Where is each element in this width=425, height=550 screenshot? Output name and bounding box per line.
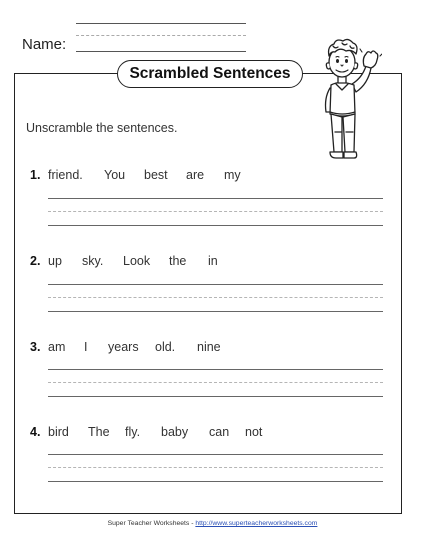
answer-guide-line bbox=[48, 297, 383, 298]
name-write-line[interactable] bbox=[76, 51, 246, 52]
scrambled-word: friend. bbox=[48, 168, 83, 182]
scrambled-word: best bbox=[144, 168, 168, 182]
scrambled-word: bird bbox=[48, 425, 69, 439]
scrambled-word: are bbox=[186, 168, 205, 182]
answer-base-line[interactable] bbox=[48, 481, 383, 482]
name-mid-guide-line bbox=[76, 35, 246, 36]
question-number: 1. bbox=[30, 168, 41, 182]
footer-text: Super Teacher Worksheets - bbox=[107, 520, 196, 527]
answer-top-line[interactable] bbox=[48, 284, 383, 285]
scrambled-word: fly. bbox=[125, 425, 141, 439]
scrambled-word: years bbox=[108, 340, 139, 354]
answer-top-line[interactable] bbox=[48, 369, 383, 370]
scrambled-word: sky. bbox=[82, 254, 104, 268]
waving-boy-illustration bbox=[300, 32, 382, 162]
scrambled-word: The bbox=[88, 425, 110, 439]
answer-base-line[interactable] bbox=[48, 396, 383, 397]
scrambled-word: in bbox=[208, 254, 218, 268]
footer-link[interactable]: http://www.superteacherworksheets.com bbox=[195, 520, 318, 527]
answer-guide-line bbox=[48, 467, 383, 468]
question-number: 4. bbox=[30, 425, 41, 439]
scrambled-word: You bbox=[104, 168, 126, 182]
answer-top-line[interactable] bbox=[48, 198, 383, 199]
scrambled-word: I bbox=[84, 340, 88, 354]
name-label: Name: bbox=[22, 36, 67, 53]
answer-base-line[interactable] bbox=[48, 311, 383, 312]
instructions-text: Unscramble the sentences. bbox=[26, 121, 178, 135]
question-number: 3. bbox=[30, 340, 41, 354]
scrambled-word: the bbox=[169, 254, 187, 268]
answer-guide-line bbox=[48, 382, 383, 383]
footer bbox=[0, 520, 425, 527]
name-top-guide-line bbox=[76, 23, 246, 24]
question-number: 2. bbox=[30, 254, 41, 268]
scrambled-word: baby bbox=[161, 425, 189, 439]
scrambled-word: am bbox=[48, 340, 66, 354]
worksheet-title: Scrambled Sentences bbox=[117, 60, 303, 88]
answer-base-line[interactable] bbox=[48, 225, 383, 226]
answer-guide-line bbox=[48, 211, 383, 212]
answer-top-line[interactable] bbox=[48, 454, 383, 455]
scrambled-word: nine bbox=[197, 340, 221, 354]
scrambled-word: can bbox=[209, 425, 230, 439]
scrambled-word: not bbox=[245, 425, 263, 439]
scrambled-word: my bbox=[224, 168, 241, 182]
scrambled-word: up bbox=[48, 254, 62, 268]
scrambled-word: old. bbox=[155, 340, 176, 354]
scrambled-word: Look bbox=[123, 254, 151, 268]
